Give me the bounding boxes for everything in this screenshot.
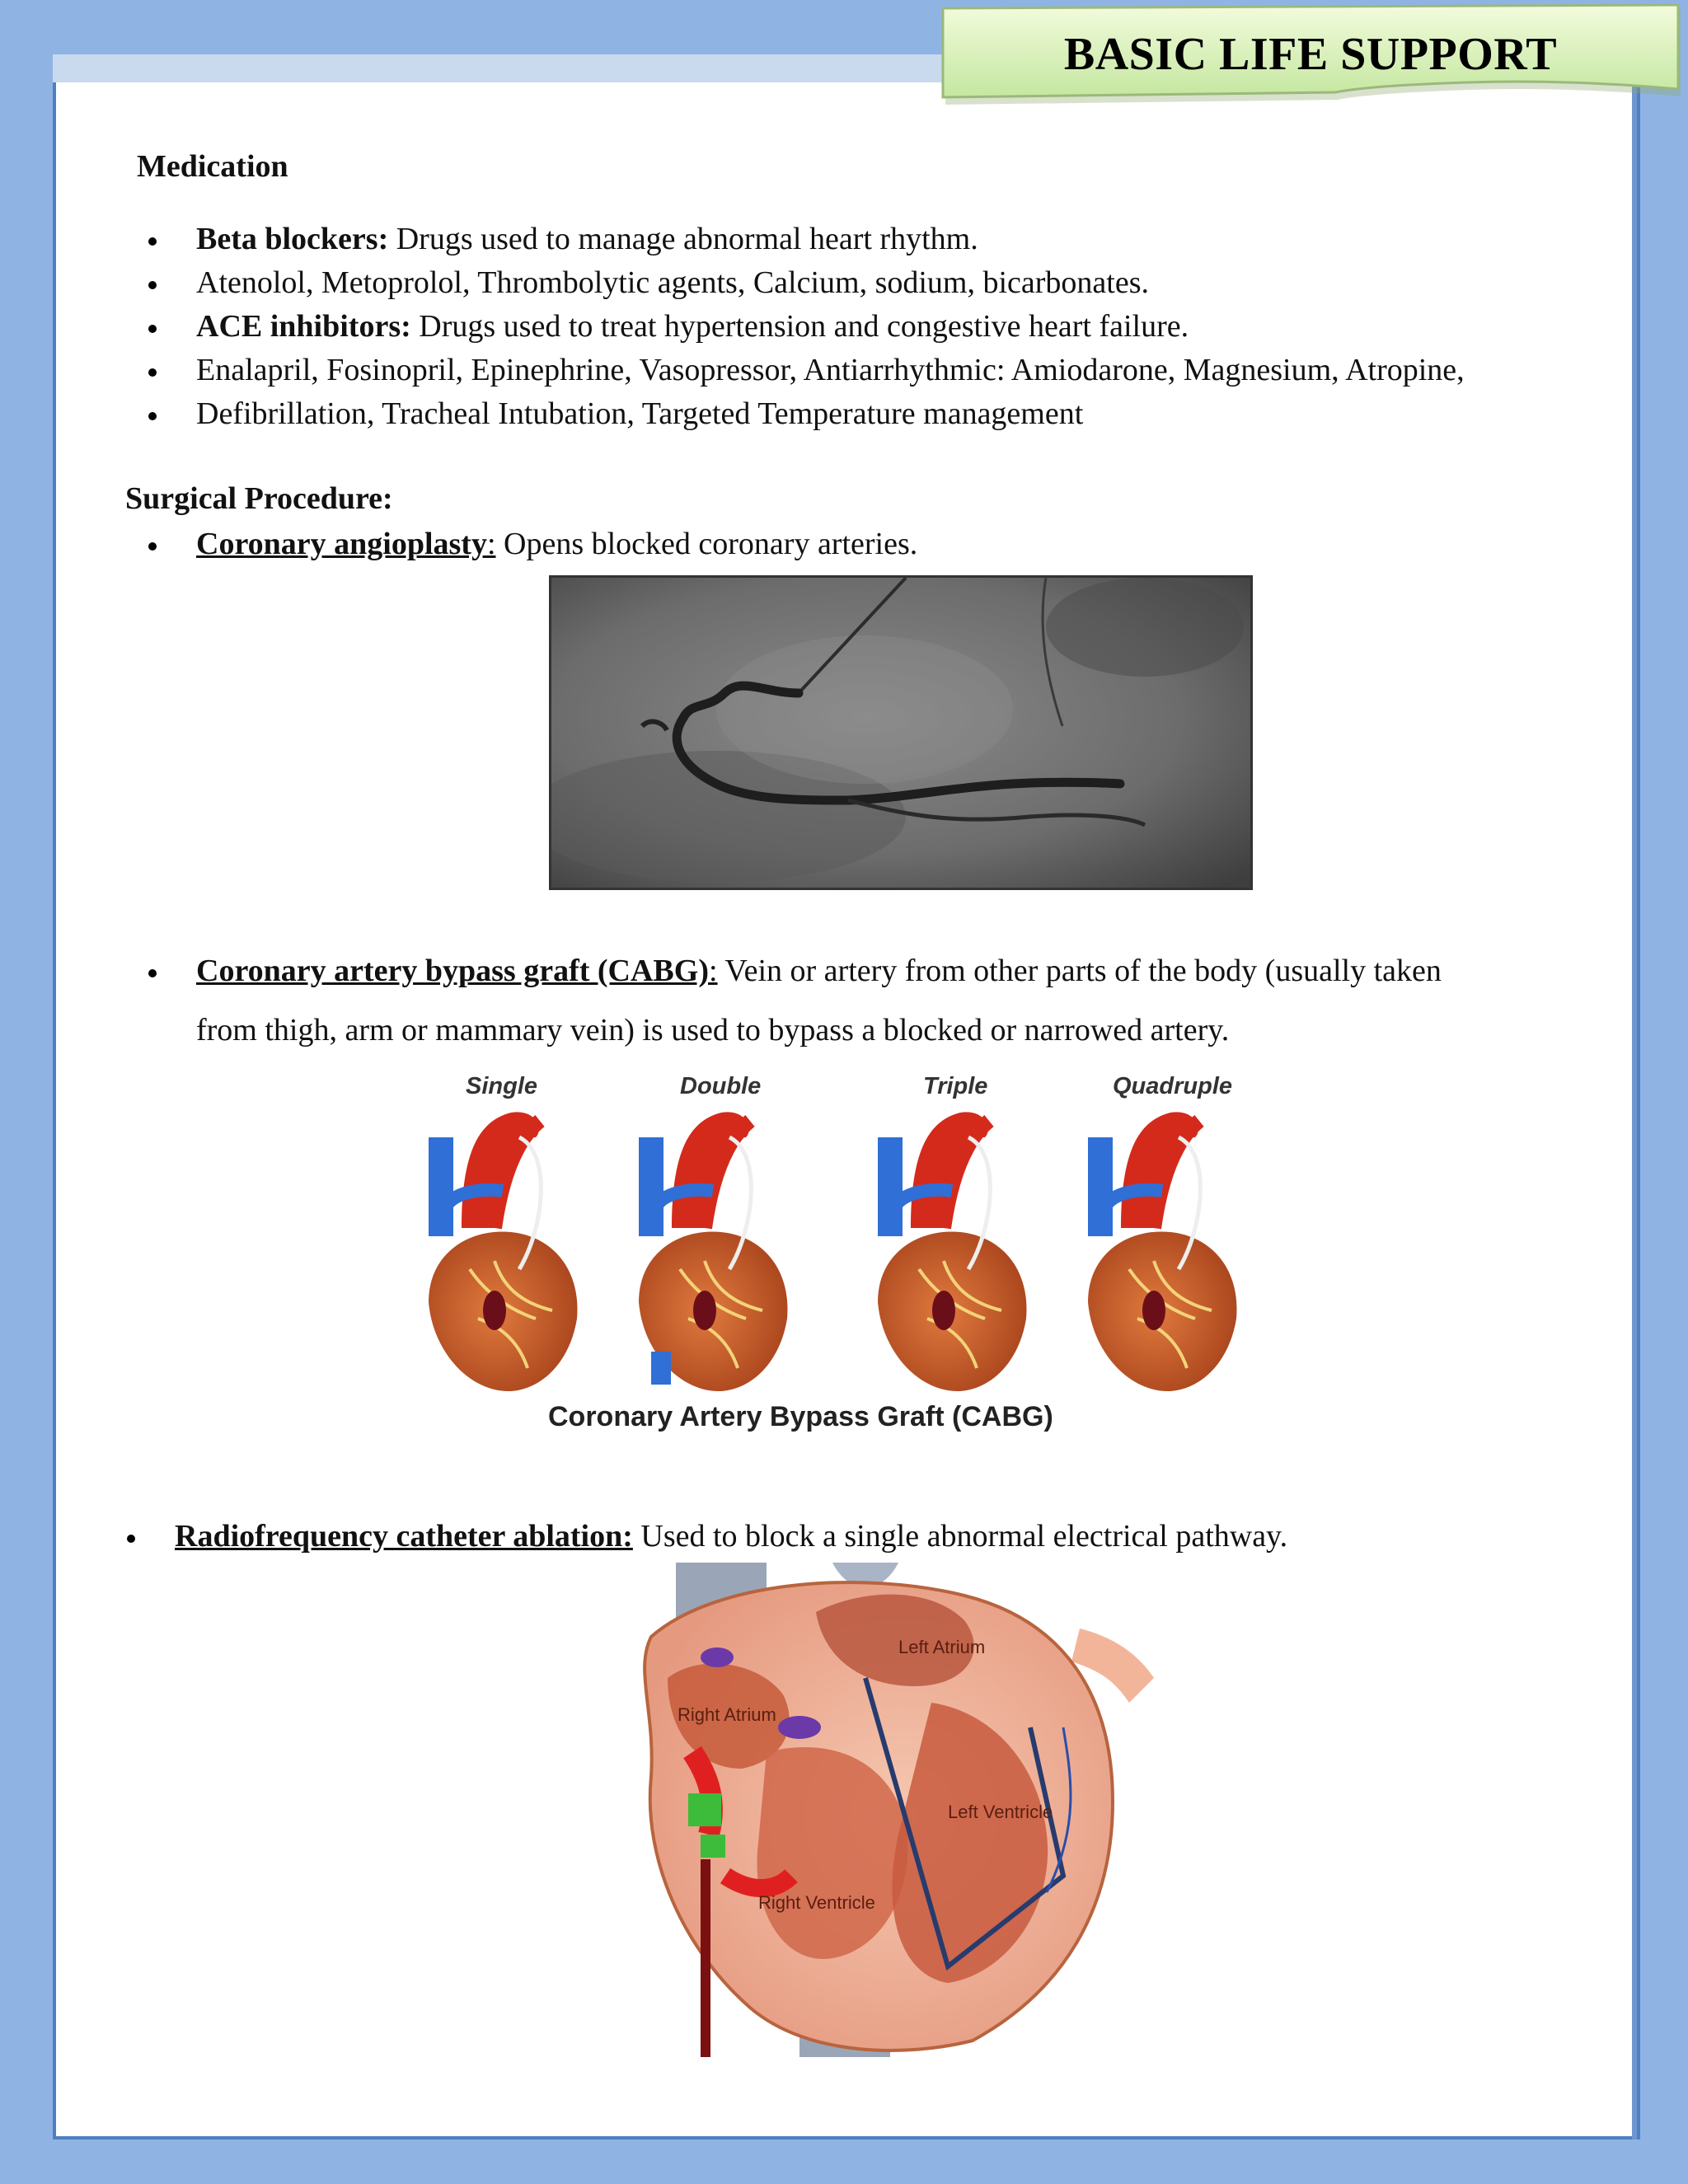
- cabg-caption: Coronary Artery Bypass Graft (CABG): [548, 1401, 1053, 1432]
- list-item: [137, 218, 1465, 261]
- list-item: [137, 261, 1465, 305]
- figure-label-quadruple: Quadruple: [1113, 1073, 1233, 1099]
- bullet-icon: [148, 281, 157, 289]
- item-text: Drugs used to treat hypertension and congestive heart failure.: [410, 309, 1189, 344]
- header-banner: [940, 3, 1681, 102]
- bullet-icon: [148, 969, 157, 977]
- cabg-figure: [396, 1063, 1286, 1451]
- page-border-line: [1632, 82, 1637, 2139]
- list-item: [137, 305, 1465, 349]
- bullet-icon: [148, 412, 157, 420]
- page-title: BASIC LIFE SUPPORT: [1063, 29, 1558, 80]
- cabg-hearts-illustration: [396, 1104, 1286, 1401]
- medication-heading: Medication: [137, 149, 288, 184]
- item-text: Opens blocked coronary arteries.: [495, 527, 918, 561]
- list-item: [137, 949, 1442, 993]
- item-term: Radiofrequency catheter ablation:: [175, 1519, 633, 1554]
- angiogram-image: [549, 575, 1253, 890]
- item-text: Defibrillation, Tracheal Intubation, Targeted Temperature management: [196, 396, 1084, 431]
- list-item: [115, 1515, 1287, 1558]
- figure-label-single: Single: [466, 1073, 538, 1099]
- list-item: [137, 523, 917, 566]
- figure-label-triple: Triple: [923, 1073, 988, 1099]
- medication-list: [137, 218, 1465, 436]
- ablation-list: [115, 1515, 1287, 1558]
- item-sep: :: [486, 527, 496, 561]
- angioplasty-list: [137, 523, 917, 566]
- item-term: Beta blockers:: [196, 222, 389, 256]
- item-term: Coronary angioplasty: [196, 527, 487, 561]
- item-sep: :: [709, 954, 718, 988]
- bullet-icon: [148, 368, 157, 377]
- item-text: Drugs used to manage abnormal heart rhythm.: [388, 222, 978, 256]
- ablation-heart-illustration: [618, 1563, 1162, 2057]
- cabg-list: [137, 949, 1442, 993]
- item-text: Used to block a single abnormal electrical pathway.: [632, 1519, 1288, 1554]
- list-item: [137, 349, 1465, 392]
- item-text: Atenolol, Metoprolol, Thrombolytic agents, Calcium, sodium, bicarbonates.: [196, 265, 1149, 300]
- figure-label-double: Double: [680, 1073, 762, 1099]
- item-term: ACE inhibitors:: [196, 309, 411, 344]
- label-left-atrium: Left Atrium: [898, 1637, 986, 1657]
- item-text: Enalapril, Fosinopril, Epinephrine, Vasopressor, Antiarrhythmic: Amiodarone, Magnesium, Atropine,: [196, 353, 1465, 387]
- bullet-icon: [148, 325, 157, 333]
- surgical-heading: Surgical Procedure:: [125, 481, 393, 516]
- cabg-text-line2: from thigh, arm or mammary vein) is used to bypass a blocked or narrowed artery.: [196, 1013, 1230, 1047]
- list-item: [137, 392, 1465, 436]
- item-term: Coronary artery bypass graft (CABG): [196, 954, 709, 988]
- bullet-icon: [148, 237, 157, 246]
- label-right-ventricle: Right Ventricle: [758, 1892, 875, 1913]
- bullet-icon: [127, 1535, 135, 1543]
- label-right-atrium: Right Atrium: [678, 1704, 776, 1725]
- bullet-icon: [148, 542, 157, 551]
- item-text: Vein or artery from other parts of the body (usually taken: [717, 954, 1442, 988]
- label-left-ventricle: Left Ventricle: [948, 1802, 1053, 1822]
